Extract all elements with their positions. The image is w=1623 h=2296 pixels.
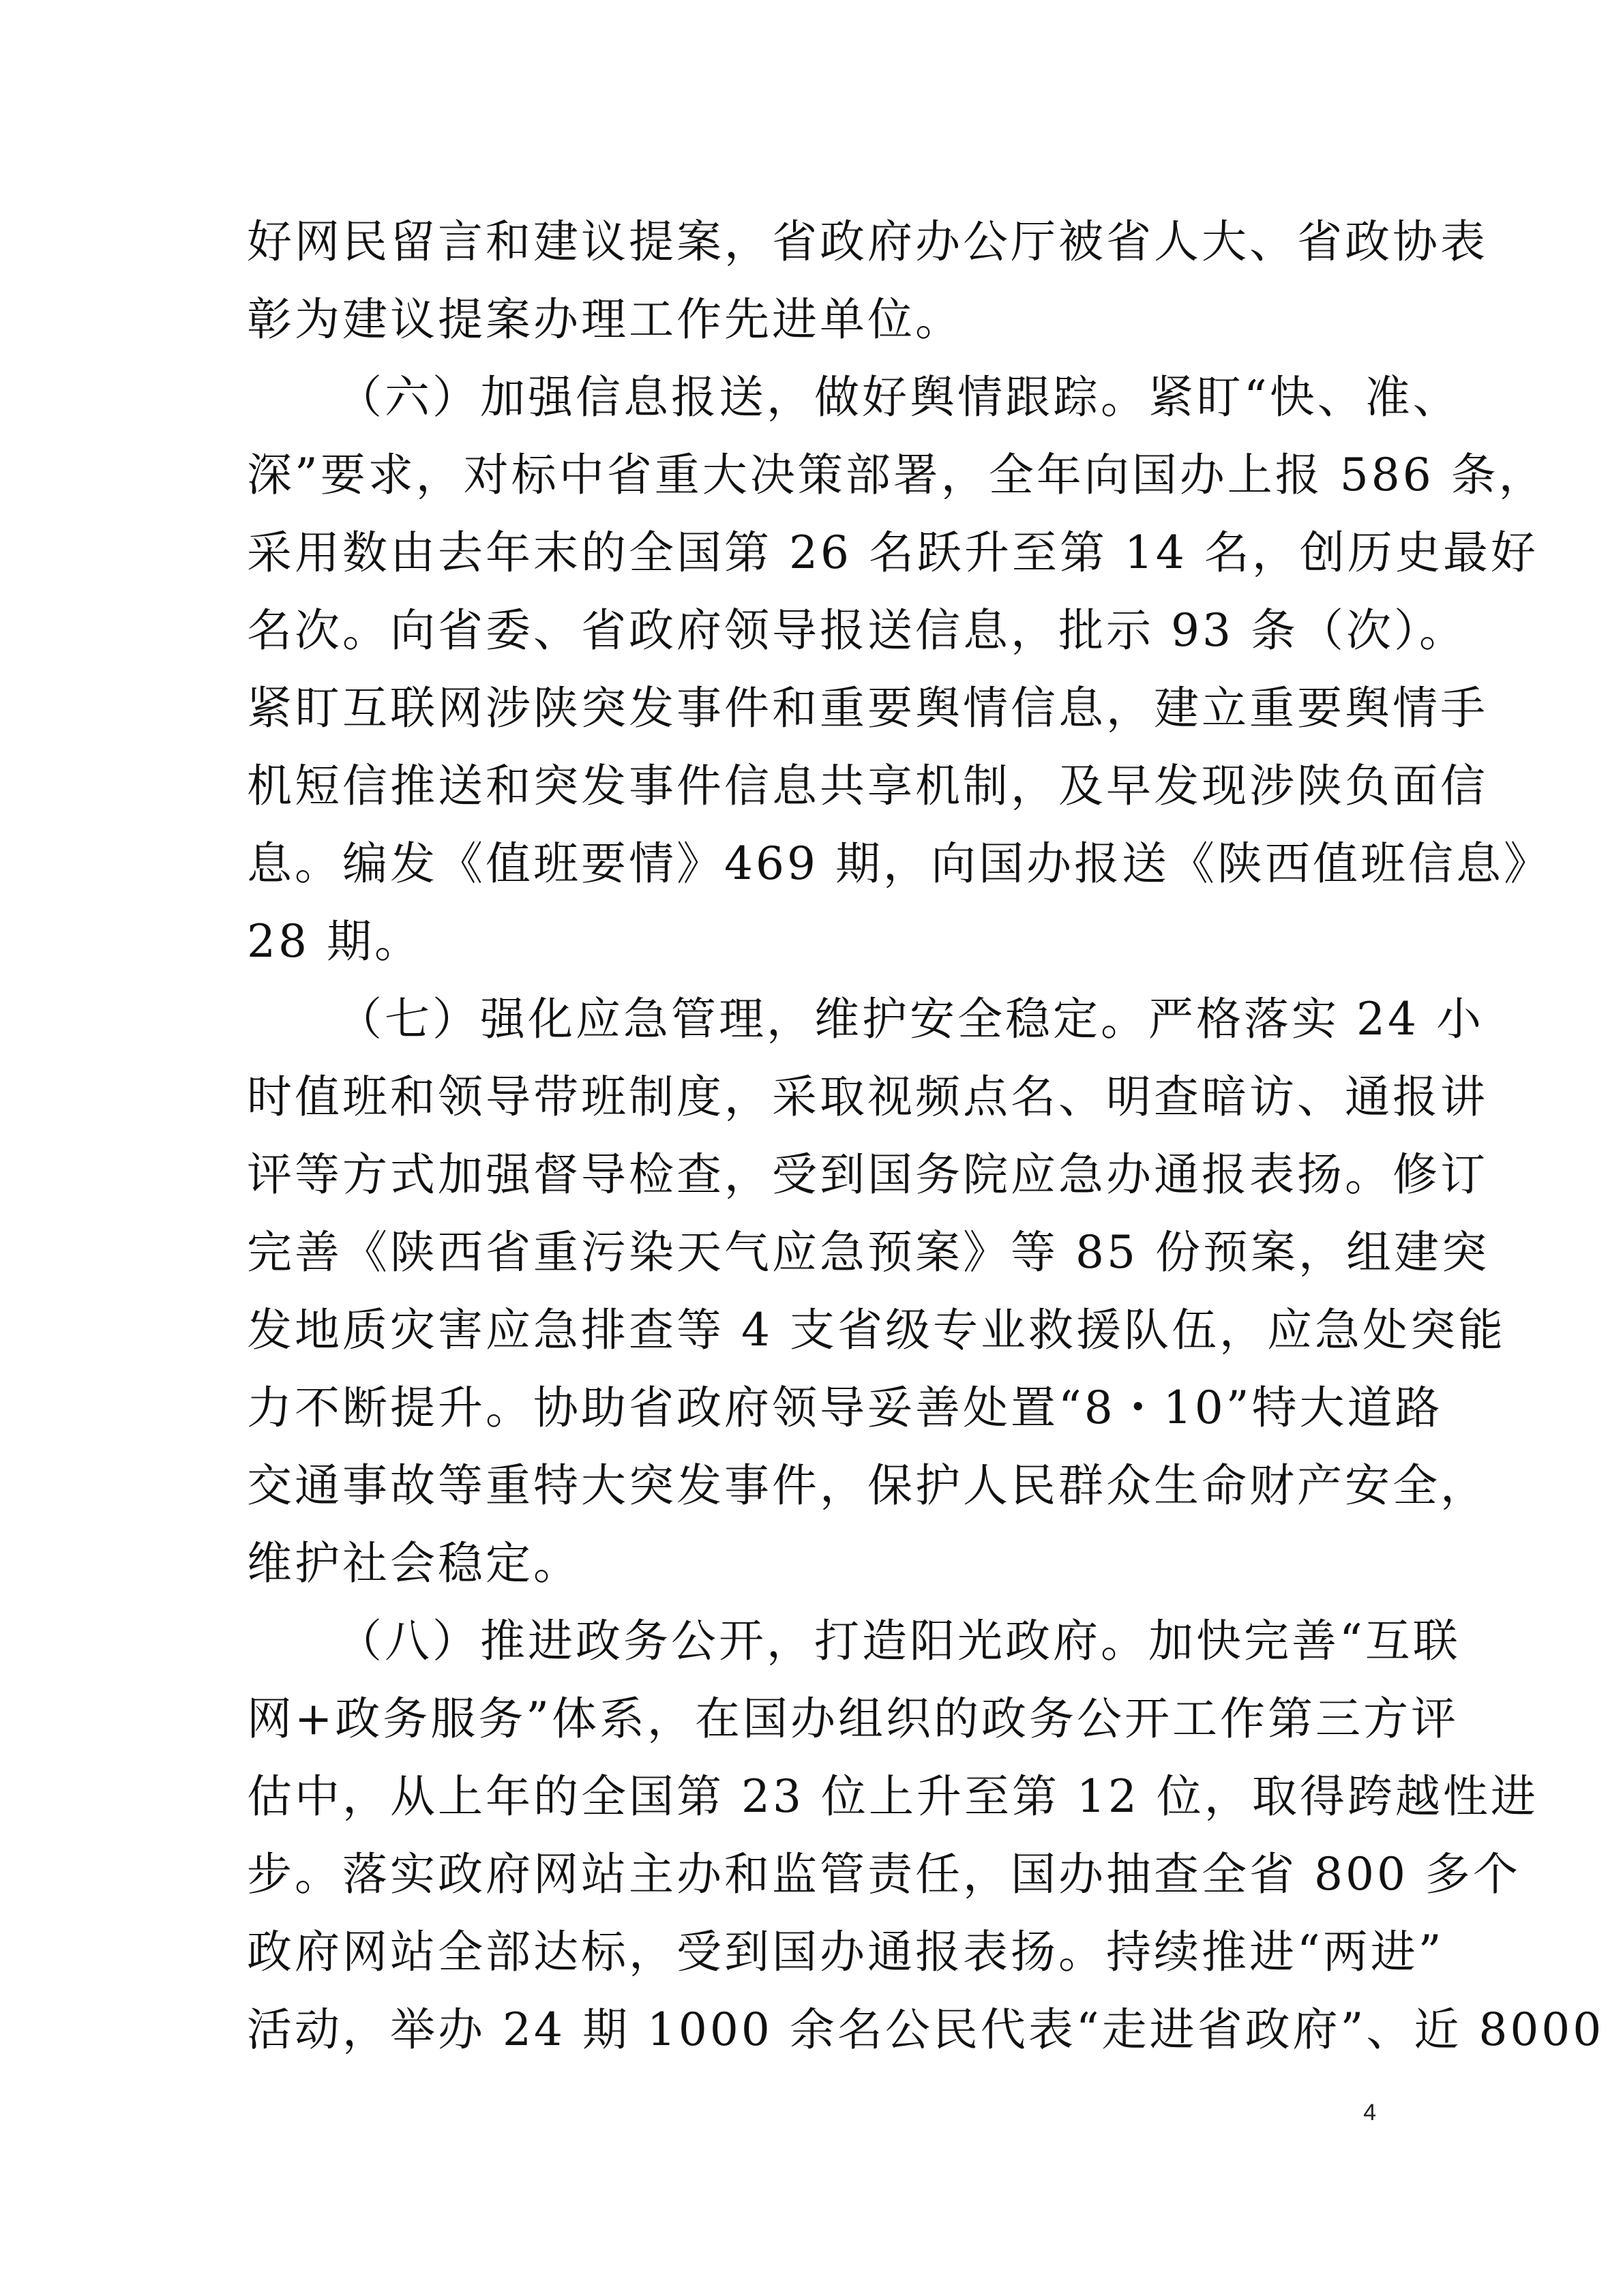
- text-line: 估中，从上年的全国第 23 位上升至第 12 位，取得跨越性进: [247, 1770, 1538, 1823]
- text-line: 步。落实政府网站主办和监管责任，国办抽查全省 800 多个: [247, 1848, 1521, 1900]
- section-seven-heading-line: （七）强化应急管理，维护安全稳定。严格落实 24 小: [337, 993, 1484, 1045]
- text-line: 28 期。: [247, 915, 422, 968]
- text-line: 交通事故等重特大突发事件，保护人民群众生命财产安全，: [247, 1459, 1488, 1512]
- text-line: 息。编发《值班要情》469 期，向国办报送《陕西值班信息》: [247, 837, 1551, 890]
- text-line: 名次。向省委、省政府领导报送信息，批示 93 条（次）。: [247, 604, 1467, 657]
- page-number: 4: [1363, 2100, 1376, 2126]
- text-line: 紧盯互联网涉陕突发事件和重要舆情信息，建立重要舆情手: [247, 682, 1488, 734]
- text-line: 好网民留言和建议提案，省政府办公厅被省人大、省政协表: [247, 215, 1488, 268]
- text-line: 彰为建议提案办理工作先进单位。: [247, 293, 963, 346]
- text-line: 评等方式加强督导检查，受到国务院应急办通报表扬。修订: [247, 1148, 1488, 1201]
- text-line: 机短信推送和突发事件信息共享机制，及早发现涉陕负面信: [247, 760, 1488, 812]
- text-line: 发地质灾害应急排查等 4 支省级专业救援队伍，应急处突能: [247, 1304, 1506, 1356]
- text-line: 活动，举办 24 期 1000 余名公民代表“走进省政府”、近 8000: [247, 2003, 1605, 2056]
- text-line: 时值班和领导带班制度，采取视频点名、明查暗访、通报讲: [247, 1071, 1488, 1123]
- section-six-heading-line: （六）加强信息报送，做好舆情跟踪。紧盯“快、准、: [337, 371, 1461, 423]
- text-line: 力不断提升。协助省政府领导妥善处置“8・10”特大道路: [247, 1382, 1443, 1434]
- text-line: 深”要求，对标中省重大决策部署，全年向国办上报 586 条，: [247, 449, 1547, 501]
- text-line: 采用数由去年末的全国第 26 名跃升至第 14 名，创历史最好: [247, 526, 1538, 579]
- text-line: 维护社会稳定。: [247, 1537, 581, 1590]
- text-line: 网+政务服务”体系，在国办组织的政务公开工作第三方评: [247, 1693, 1459, 1745]
- section-eight-heading-line: （八）推进政务公开，打造阳光政府。加快完善“互联: [337, 1615, 1461, 1667]
- text-line: 政府网站全部达标，受到国办通报表扬。持续推进“两进”: [247, 1926, 1444, 1978]
- text-line: 完善《陕西省重污染天气应急预案》等 85 份预案，组建突: [247, 1226, 1489, 1279]
